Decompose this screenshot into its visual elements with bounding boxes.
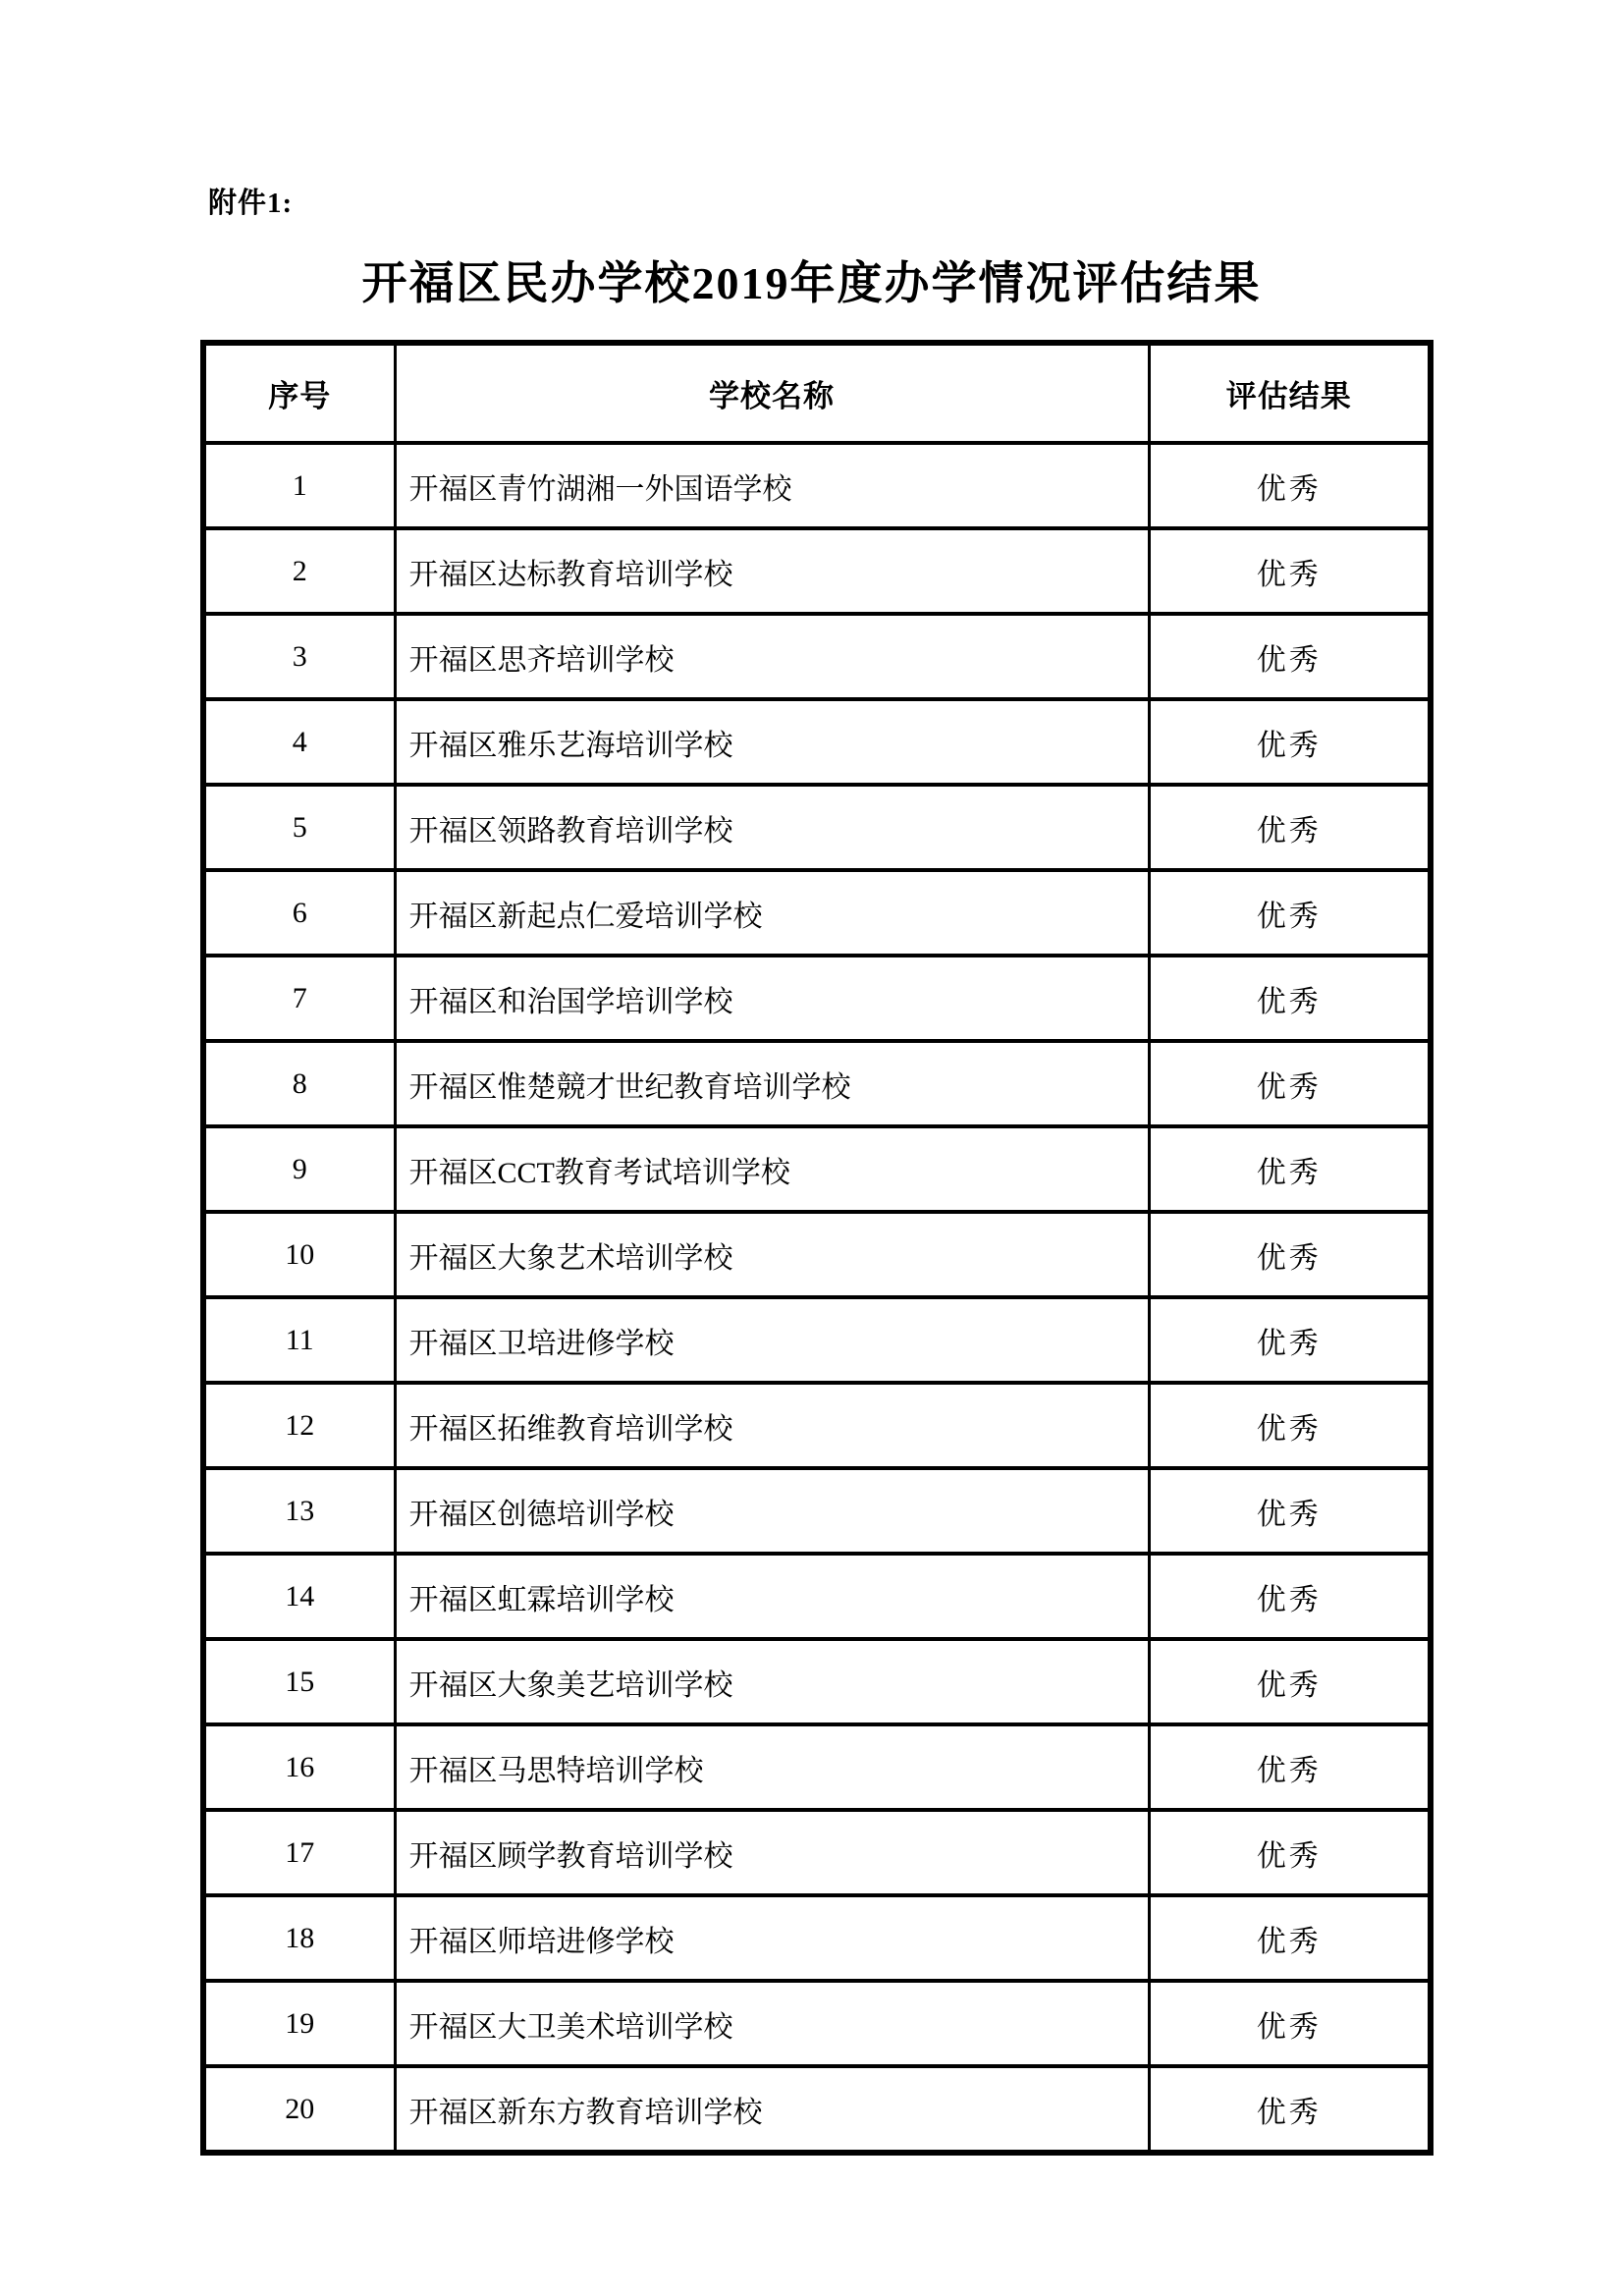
- row-index-cell: 13: [203, 1468, 395, 1554]
- table-row: [203, 1724, 1431, 1810]
- school-name-cell: 开福区大象艺术培训学校: [395, 1212, 1149, 1297]
- row-index-cell: 12: [203, 1383, 395, 1468]
- row-index-cell: 7: [203, 956, 395, 1041]
- column-header-school-name: 学校名称: [395, 343, 1149, 443]
- table-row: [203, 1895, 1431, 1981]
- school-name-cell: 开福区卫培进修学校: [395, 1297, 1149, 1383]
- table-row: [203, 785, 1431, 870]
- school-name-cell: 开福区创德培训学校: [395, 1468, 1149, 1554]
- school-name-cell: 开福区大象美艺培训学校: [395, 1639, 1149, 1724]
- row-index-cell: 11: [203, 1297, 395, 1383]
- school-name-cell: 开福区新东方教育培训学校: [395, 2066, 1149, 2153]
- row-index-cell: 8: [203, 1041, 395, 1126]
- evaluation-result-cell: 优秀: [1149, 614, 1431, 699]
- evaluation-result-cell: 优秀: [1149, 956, 1431, 1041]
- table-row: [203, 699, 1431, 785]
- evaluation-result-cell: 优秀: [1149, 1810, 1431, 1895]
- school-name-cell: 开福区雅乐艺海培训学校: [395, 699, 1149, 785]
- evaluation-result-cell: 优秀: [1149, 1981, 1431, 2066]
- table-header-row: [203, 343, 1431, 443]
- row-index-cell: 3: [203, 614, 395, 699]
- evaluation-result-cell: 优秀: [1149, 1297, 1431, 1383]
- row-index-cell: 16: [203, 1724, 395, 1810]
- table-row: [203, 1041, 1431, 1126]
- table-row: [203, 1297, 1431, 1383]
- evaluation-result-cell: 优秀: [1149, 699, 1431, 785]
- evaluation-result-cell: 优秀: [1149, 785, 1431, 870]
- row-index-cell: 19: [203, 1981, 395, 2066]
- table-row: [203, 443, 1431, 528]
- row-index-cell: 1: [203, 443, 395, 528]
- school-name-cell: 开福区师培进修学校: [395, 1895, 1149, 1981]
- school-name-cell: 开福区大卫美术培训学校: [395, 1981, 1149, 2066]
- table-row: [203, 1126, 1431, 1212]
- evaluation-result-cell: 优秀: [1149, 2066, 1431, 2153]
- attachment-label: 附件1:: [208, 188, 294, 219]
- table-body: [203, 443, 1431, 2153]
- evaluation-result-cell: 优秀: [1149, 1468, 1431, 1554]
- evaluation-result-cell: 优秀: [1149, 528, 1431, 614]
- row-index-cell: 2: [203, 528, 395, 614]
- table-row: [203, 1554, 1431, 1639]
- school-name-cell: 开福区新起点仁爱培训学校: [395, 870, 1149, 956]
- school-name-cell: 开福区拓维教育培训学校: [395, 1383, 1149, 1468]
- row-index-cell: 6: [203, 870, 395, 956]
- row-index-cell: 18: [203, 1895, 395, 1981]
- table-row: [203, 2066, 1431, 2153]
- school-name-cell: 开福区虹霖培训学校: [395, 1554, 1149, 1639]
- row-index-cell: 4: [203, 699, 395, 785]
- row-index-cell: 20: [203, 2066, 395, 2153]
- evaluation-result-cell: 优秀: [1149, 1126, 1431, 1212]
- table-row: [203, 1639, 1431, 1724]
- school-name-cell: 开福区顾学教育培训学校: [395, 1810, 1149, 1895]
- page-title: 开福区民办学校2019年度办学情况评估结果: [361, 258, 1262, 308]
- table-row: [203, 1981, 1431, 2066]
- school-name-cell: 开福区思齐培训学校: [395, 614, 1149, 699]
- evaluation-result-cell: 优秀: [1149, 870, 1431, 956]
- evaluation-result-cell: 优秀: [1149, 1383, 1431, 1468]
- table-row: [203, 1468, 1431, 1554]
- evaluation-result-cell: 优秀: [1149, 443, 1431, 528]
- table-row: [203, 614, 1431, 699]
- evaluation-result-cell: 优秀: [1149, 1041, 1431, 1126]
- table-row: [203, 1212, 1431, 1297]
- table-row: [203, 956, 1431, 1041]
- school-name-cell: 开福区青竹湖湘一外国语学校: [395, 443, 1149, 528]
- school-name-cell: 开福区和治国学培训学校: [395, 956, 1149, 1041]
- row-index-cell: 5: [203, 785, 395, 870]
- table-header: [203, 343, 1431, 443]
- row-index-cell: 9: [203, 1126, 395, 1212]
- evaluation-result-cell: 优秀: [1149, 1724, 1431, 1810]
- school-name-cell: 开福区惟楚競才世纪教育培训学校: [395, 1041, 1149, 1126]
- table-row: [203, 1383, 1431, 1468]
- evaluation-result-cell: 优秀: [1149, 1212, 1431, 1297]
- table-row: [203, 528, 1431, 614]
- row-index-cell: 17: [203, 1810, 395, 1895]
- school-name-cell: 开福区达标教育培训学校: [395, 528, 1149, 614]
- evaluation-result-cell: 优秀: [1149, 1639, 1431, 1724]
- row-index-cell: 10: [203, 1212, 395, 1297]
- table-row: [203, 1810, 1431, 1895]
- evaluation-result-cell: 优秀: [1149, 1895, 1431, 1981]
- school-name-cell: 开福区领路教育培训学校: [395, 785, 1149, 870]
- school-name-cell: 开福区马思特培训学校: [395, 1724, 1149, 1810]
- table-row: [203, 870, 1431, 956]
- evaluation-result-cell: 优秀: [1149, 1554, 1431, 1639]
- column-header-index: 序号: [203, 343, 395, 443]
- column-header-result: 评估结果: [1149, 343, 1431, 443]
- school-name-cell: 开福区CCT教育考试培训学校: [395, 1126, 1149, 1212]
- evaluation-results-table: [200, 340, 1434, 2156]
- row-index-cell: 15: [203, 1639, 395, 1724]
- row-index-cell: 14: [203, 1554, 395, 1639]
